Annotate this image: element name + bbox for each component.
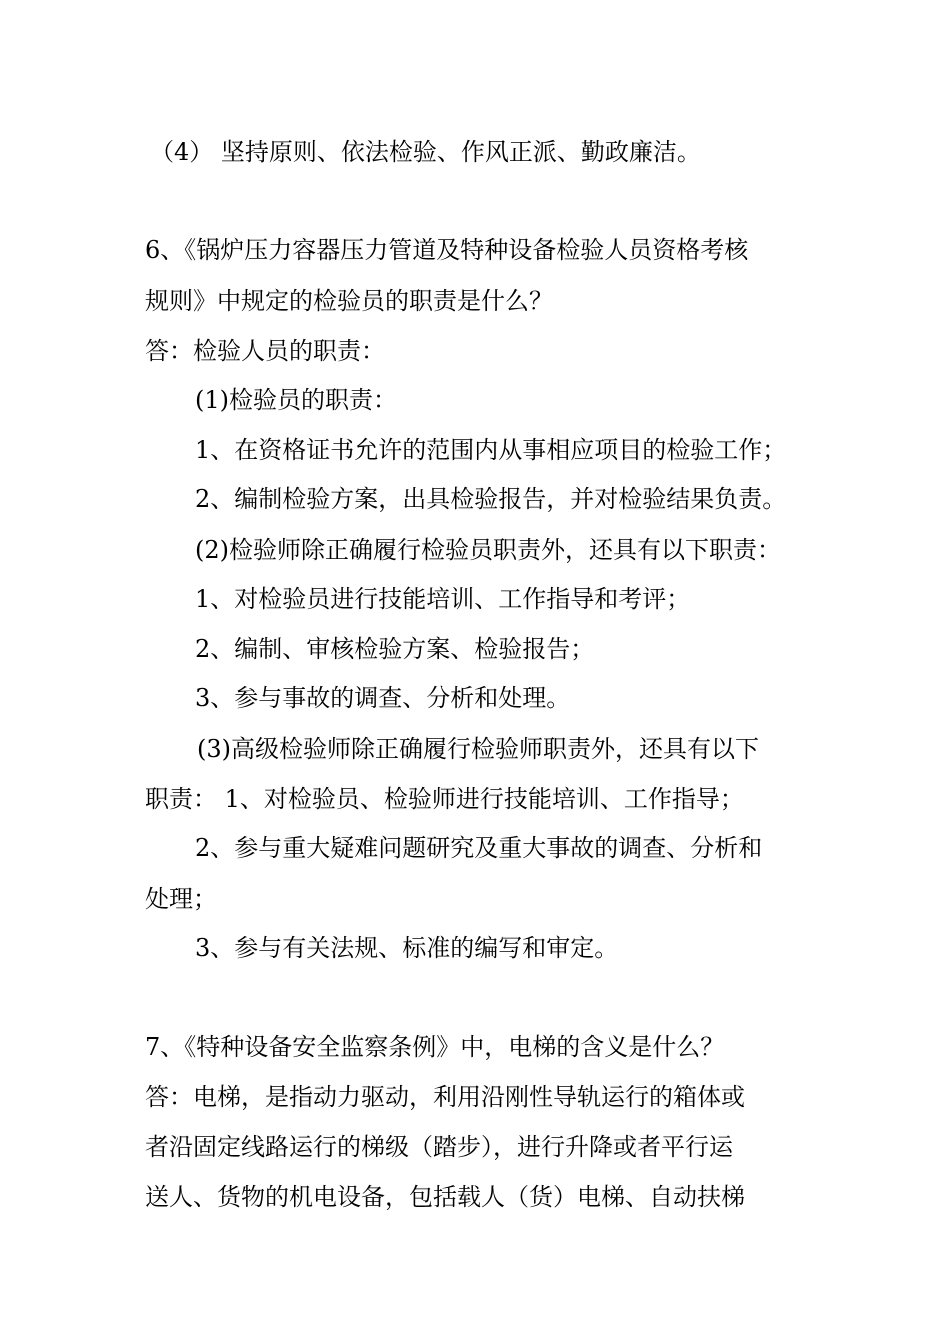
answer-7-line-3: 送人、货物的机电设备，包括载人（货）电梯、自动扶梯 bbox=[145, 1183, 745, 1211]
engineer-duty-2: 2、编制、审核检验方案、检验报告； bbox=[195, 635, 595, 663]
senior-duty-3: 3、参与有关法规、标准的编写和审定。 bbox=[195, 934, 619, 962]
question-6-line-2: 规则》中规定的检验员的职责是什么？ bbox=[145, 287, 553, 315]
senior-duties-heading-line-1: (3)高级检验师除正确履行检验师职责外，还具有以下 bbox=[197, 735, 759, 763]
item-4-text: （4） 坚持原则、依法检验、作风正派、勤政廉洁。 bbox=[150, 138, 701, 166]
engineer-duties-heading: (2)检验师除正确履行检验员职责外，还具有以下职责： bbox=[195, 536, 781, 564]
answer-6-intro: 答：检验人员的职责： bbox=[145, 337, 385, 365]
question-6-line-1: 6、《锅炉压力容器压力管道及特种设备检验人员资格考核 bbox=[145, 236, 749, 264]
answer-7-line-1: 答：电梯，是指动力驱动，利用沿刚性导轨运行的箱体或 bbox=[145, 1083, 745, 1111]
question-7: 7、《特种设备安全监察条例》中，电梯的含义是什么？ bbox=[145, 1033, 725, 1061]
answer-7-line-2: 者沿固定线路运行的梯级（踏步），进行升降或者平行运 bbox=[145, 1133, 733, 1161]
senior-duty-2-line-2: 处理； bbox=[145, 885, 217, 913]
inspector-duty-1: 1、在资格证书允许的范围内从事相应项目的检验工作； bbox=[195, 436, 787, 464]
senior-duties-heading-line-2: 职责： 1、对检验员、检验师进行技能培训、工作指导； bbox=[145, 785, 744, 813]
inspector-duty-2: 2、编制检验方案，出具检验报告，并对检验结果负责。 bbox=[195, 485, 787, 513]
inspector-duties-heading: (1)检验员的职责： bbox=[195, 386, 397, 414]
engineer-duty-1: 1、对检验员进行技能培训、工作指导和考评； bbox=[195, 585, 691, 613]
engineer-duty-3: 3、参与事故的调查、分析和处理。 bbox=[195, 684, 571, 712]
senior-duty-2-line-1: 2、参与重大疑难问题研究及重大事故的调查、分析和 bbox=[195, 834, 763, 862]
